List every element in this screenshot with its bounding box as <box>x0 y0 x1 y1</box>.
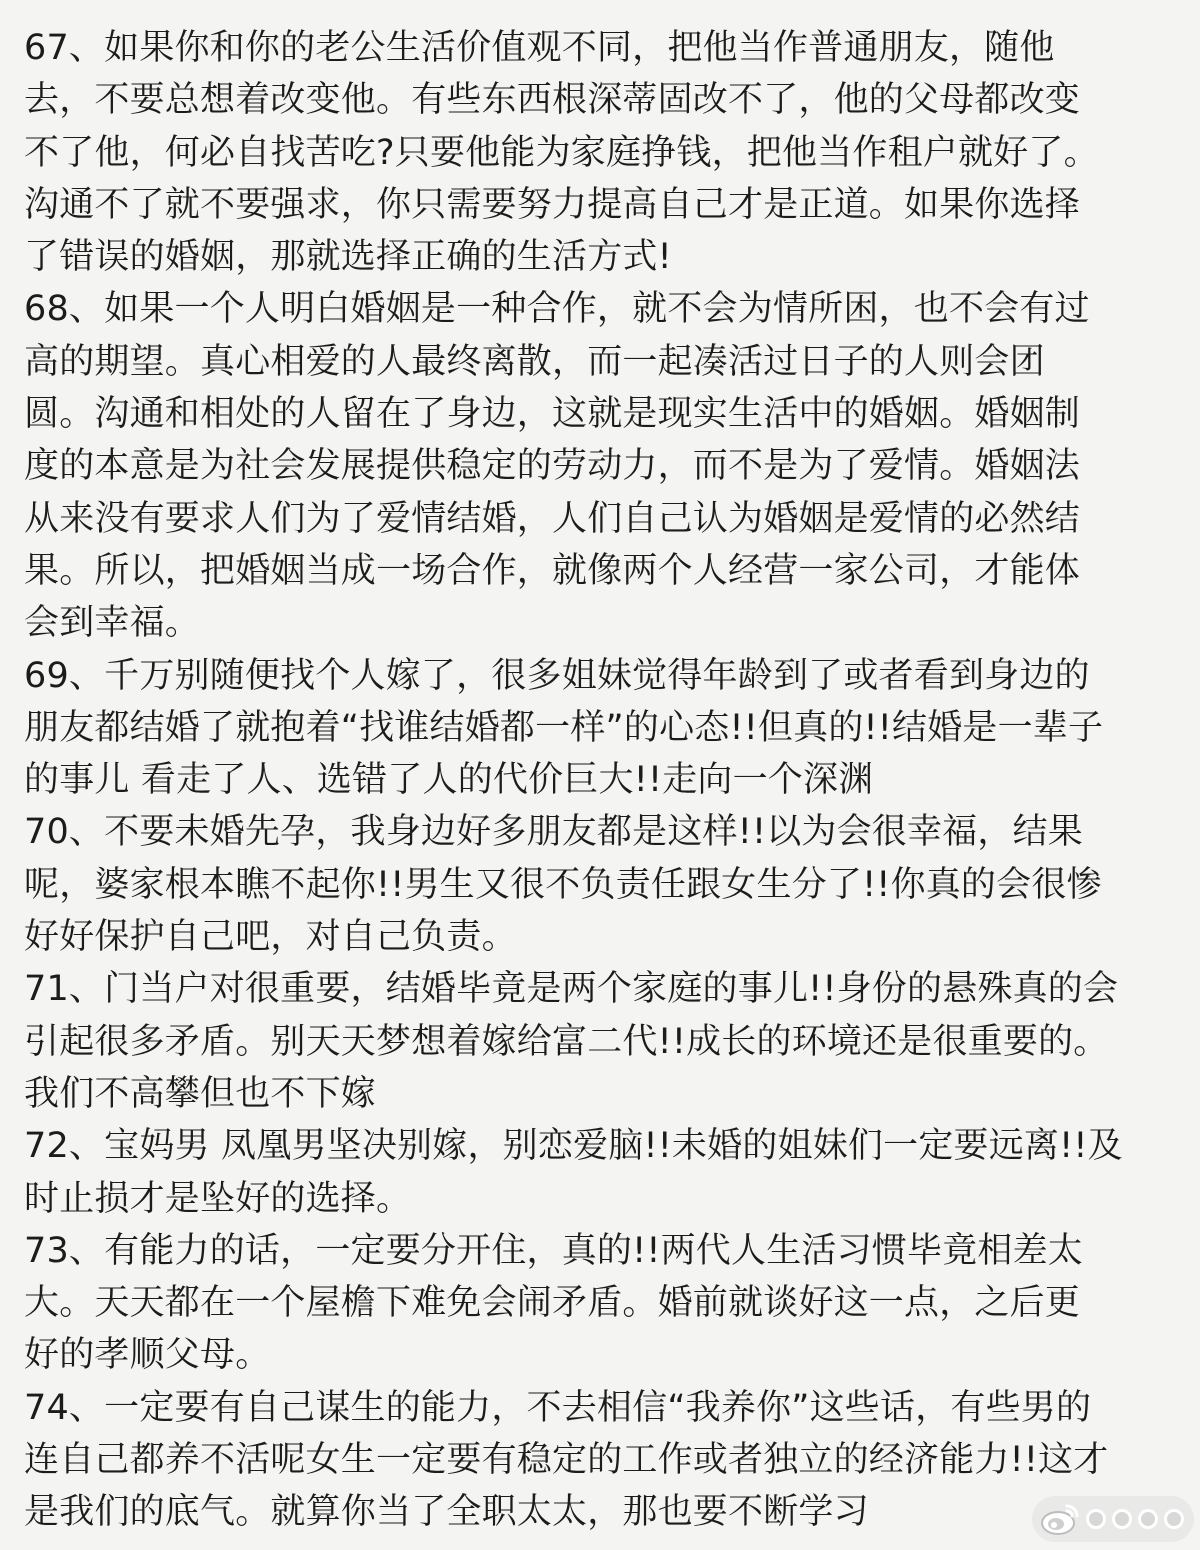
text-line: 引起很多矛盾。别天天梦想着嫁给富二代!!成长的环境还是很重要的。 <box>24 1021 1109 1062</box>
watermark-dot-icon <box>1138 1509 1158 1529</box>
text-line: 我们不高攀但也不下嫁 <box>24 1073 377 1114</box>
document-text <box>24 22 1184 1539</box>
text-line: 圆。沟通和相处的人留在了身边，这就是现实生活中的婚姻。婚姻制 <box>24 394 1081 435</box>
text-line: 72、宝妈男 凤凰男坚决别嫁，别恋爱脑!!未婚的姐妹们一定要远离!!及 <box>24 1126 1123 1167</box>
text-line: 不了他，何必自找苦吃?只要他能为家庭挣钱，把他当作租户就好了。 <box>24 132 1099 173</box>
watermark <box>1032 1496 1194 1542</box>
watermark-dot-icon <box>1112 1509 1132 1529</box>
text-line: 度的本意是为社会发展提供稳定的劳动力，而不是为了爱情。婚姻法 <box>24 446 1081 487</box>
text-line: 的事儿 看走了人、选错了人的代价巨大!!走向一个深渊 <box>24 760 874 801</box>
text-line: 好的孝顺父母。 <box>24 1335 271 1376</box>
text-line: 是我们的底气。就算你当了全职太太，那也要不断学习 <box>24 1492 869 1533</box>
text-line: 74、一定要有自己谋生的能力，不去相信“我养你”这些话，有些男的 <box>24 1387 1092 1428</box>
watermark-dot-icon <box>1086 1509 1106 1529</box>
text-line: 68、如果一个人明白婚姻是一种合作，就不会为情所困，也不会有过 <box>24 289 1090 330</box>
text-line: 连自己都养不活呢女生一定要有稳定的工作或者独立的经济能力!!这才 <box>24 1440 1109 1481</box>
text-line: 高的期望。真心相爱的人最终离散，而一起凑活过日子的人则会团 <box>24 341 1045 382</box>
text-line: 时止损才是坠好的选择。 <box>24 1178 412 1219</box>
weibo-logo-icon <box>1040 1502 1080 1536</box>
text-line: 67、如果你和你的老公生活价值观不同，把他当作普通朋友，随他 <box>24 28 1055 68</box>
watermark-dot-icon <box>1164 1509 1184 1529</box>
text-line: 70、不要未婚先孕，我身边好多朋友都是这样!!以为会很幸福，结果 <box>24 812 1084 853</box>
text-line: 朋友都结婚了就抱着“找谁结婚都一样”的心态!!但真的!!结婚是一辈子 <box>24 707 1104 748</box>
text-line: 从来没有要求人们为了爱情结婚，人们自己认为婚姻是爱情的必然结 <box>24 498 1081 539</box>
text-line: 沟通不了就不要强求，你只需要努力提高自己才是正道。如果你选择 <box>24 184 1081 225</box>
text-line: 去，不要总想着改变他。有些东西根深蒂固改不了，他的父母都改变 <box>24 80 1081 121</box>
text-line: 71、门当户对很重要，结婚毕竟是两个家庭的事儿!!身份的悬殊真的会 <box>24 969 1119 1010</box>
text-line: 大。天天都在一个屋檐下难免会闹矛盾。婚前就谈好这一点，之后更 <box>24 1283 1081 1324</box>
text-line: 会到幸福。 <box>24 603 201 644</box>
text-line: 果。所以，把婚姻当成一场合作，就像两个人经营一家公司，才能体 <box>24 550 1081 591</box>
text-line: 了错误的婚姻，那就选择正确的生活方式! <box>24 237 672 278</box>
text-line: 69、千万别随便找个人嫁了，很多姐妹觉得年龄到了或者看到身边的 <box>24 655 1090 696</box>
text-line: 好好保护自己吧，对自己负责。 <box>24 917 517 958</box>
text-line: 73、有能力的话，一定要分开住，真的!!两代人生活习惯毕竟相差太 <box>24 1230 1084 1271</box>
text-line: 呢，婆家根本瞧不起你!!男生又很不负责任跟女生分了!!你真的会很惨 <box>24 864 1102 905</box>
